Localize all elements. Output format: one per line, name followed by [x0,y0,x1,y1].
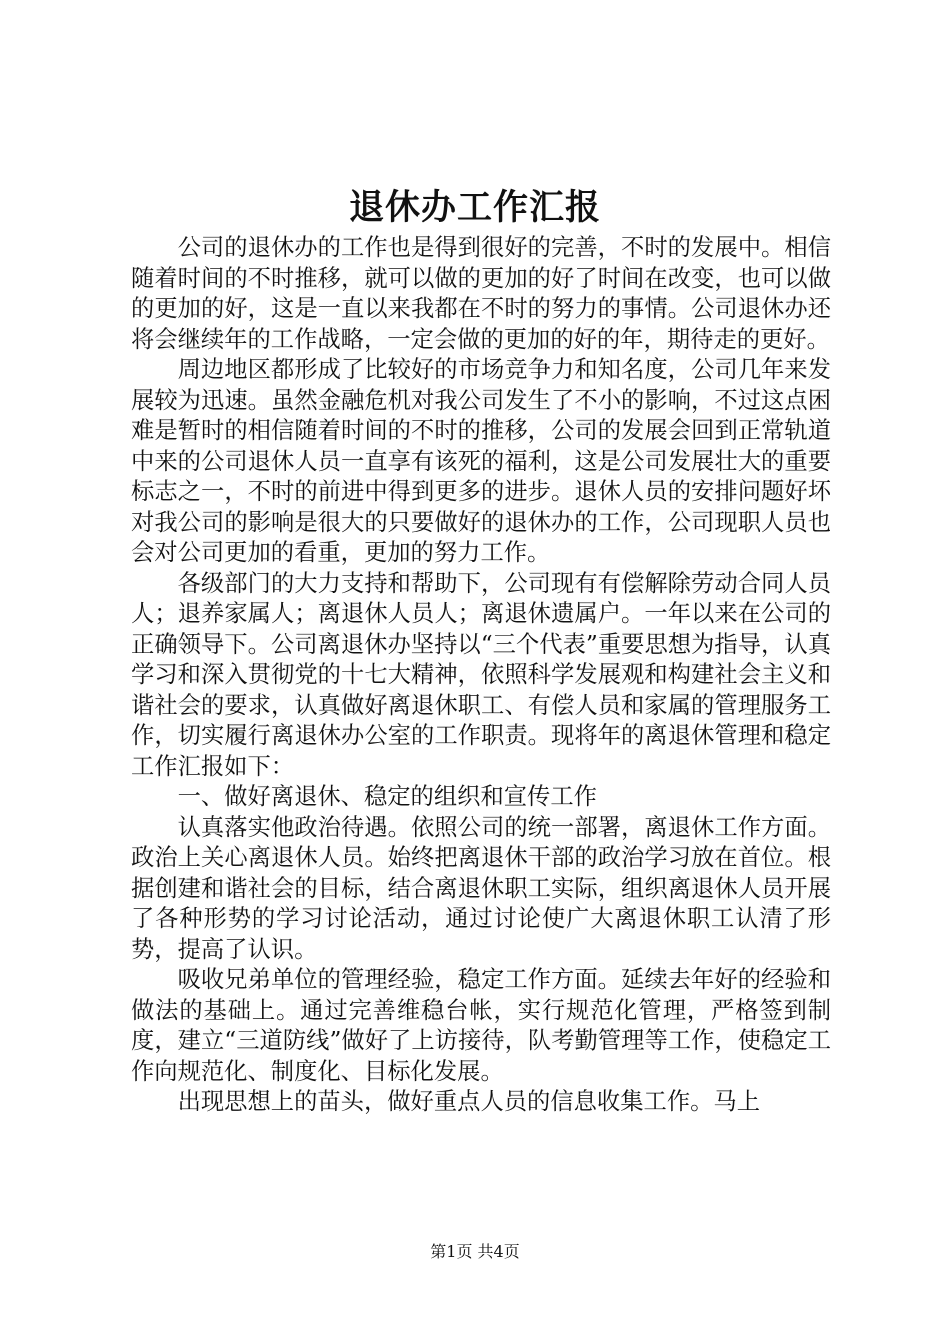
paragraph: 吸收兄弟单位的管理经验，稳定工作方面。延续去年好的经验和做法的基础上。通过完善维稳台帐，实行规范化管理，严格签到制度，建立“三道防线”做好了上访接待，队考勤管理等工作，使稳定工作向规范化、制度化、目标化发展。 [131,966,831,1085]
paragraph: 各级部门的大力支持和帮助下，公司现有有偿解除劳动合同人员人；退养家属人；离退休人员人；离退休遗属户。一年以来在公司的正确领导下。公司离退休办坚持以“三个代表”重要思想为指导，认真学习和深入贯彻党的十七大精神，依照科学发展观和构建社会主义和谐社会的要求，认真做好离退休职工、有偿人员和家属的管理服务工作，切实履行离退休办公室的工作职责。现将年的离退休管理和稳定工作汇报如下： [131,569,831,780]
section-heading: 一、做好离退休、稳定的组织和宣传工作 [177,783,597,810]
paragraph: 出现思想上的苗头，做好重点人员的信息收集工作。马上 [177,1088,761,1115]
paragraph: 公司的退休办的工作也是得到很好的完善，不时的发展中。相信随着时间的不时推移，就可以做的更加的好了时间在改变，也可以做的更加的好，这是一直以来我都在不时的努力的事情。公司退休办还将会继续年的工作战略，一定会做的更加的好的年，期待走的更好。 [131,234,831,353]
page-number-footer: 第1页 共4页 [430,1242,520,1261]
document-body [131,233,831,1118]
document-title: 退休办工作汇报 [348,187,601,228]
paragraph: 周边地区都形成了比较好的市场竞争力和知名度，公司几年来发展较为迅速。虽然金融危机对我公司发生了不小的影响，不过这点困难是暂时的相信随着时间的不时的推移，公司的发展会回到正常轨道中来的公司退休人员一直享有该死的福利，这是公司发展壮大的重要标志之一，不时的前进中得到更多的进步。退休人员的安排问题好坏对我公司的影响是很大的只要做好的退休办的工作，公司现职人员也会对公司更加的看重，更加的努力工作。 [131,356,831,566]
paragraph: 认真落实他政治待遇。依照公司的统一部署，离退休工作方面。政治上关心离退休人员。始终把离退休干部的政治学习放在首位。根据创建和谐社会的目标，结合离退休职工实际，组织离退休人员开展了各种形势的学习讨论活动，通过讨论使广大离退休职工认清了形势，提高了认识。 [131,813,831,963]
